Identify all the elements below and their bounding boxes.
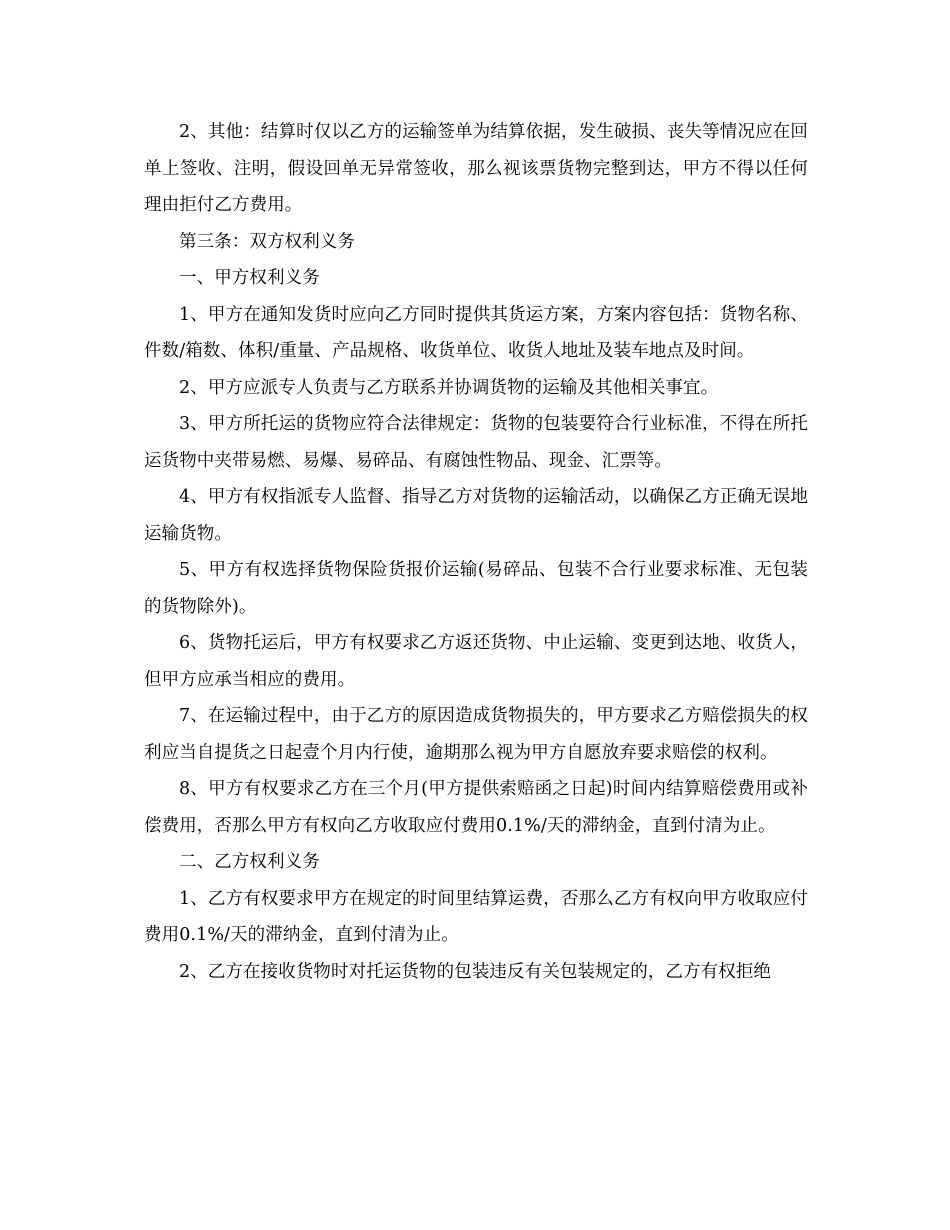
party-a-clause-5: 5、甲方有权选择货物保险货报价运输(易碎品、包装不合行业要求标准、无包装的货物除外)。 <box>144 560 808 617</box>
document-body <box>144 114 808 990</box>
party-a-clause-4: 4、甲方有权指派专人监督、指导乙方对货物的运输活动，以确保乙方正确无误地运输货物。 <box>144 487 808 544</box>
section-party-b-heading: 二、乙方权利义务 <box>179 852 320 872</box>
section-party-a-heading: 一、甲方权利义务 <box>179 268 320 288</box>
party-a-clause-8: 8、甲方有权要求乙方在三个月(甲方提供索赔函之日起)时间内结算赔偿费用或补偿费用，否那么甲方有权向乙方收取应付费用0.1%/天的滞纳金，直到付清为止。 <box>144 779 808 836</box>
party-a-clause-7: 7、在运输过程中，由于乙方的原因造成货物损失的，甲方要求乙方赔偿损失的权利应当自提货之日起壹个月内行使，逾期那么视为甲方自愿放弃要求赔偿的权利。 <box>144 706 808 763</box>
party-b-clause-2: 2、乙方在接收货物时对托运货物的包装违反有关包装规定的，乙方有权拒绝 <box>179 961 772 982</box>
party-a-clause-2: 2、甲方应派专人负责与乙方联系并协调货物的运输及其他相关事宜。 <box>179 377 719 398</box>
article-3-heading: 第三条：双方权利义务 <box>179 231 355 252</box>
paragraph-settlement-other: 2、其他：结算时仅以乙方的运输签单为结算依据，发生破损、丧失等情况应在回单上签收、注明，假设回单无异常签收，那么视该票货物完整到达，甲方不得以任何理由拒付乙方费用。 <box>144 122 808 215</box>
party-a-clause-6: 6、货物托运后，甲方有权要求乙方返还货物、中止运输、变更到达地、收货人，但甲方应承当相应的费用。 <box>144 633 808 690</box>
party-b-clause-1: 1、乙方有权要求甲方在规定的时间里结算运费，否那么乙方有权向甲方收取应付费用0.1%/天的滞纳金，直到付清为止。 <box>144 888 808 945</box>
party-a-clause-1: 1、甲方在通知发货时应向乙方同时提供其货运方案，方案内容包括：货物名称、件数/箱数、体积/重量、产品规格、收货单位、收货人地址及装车地点及时间。 <box>144 304 808 361</box>
party-a-clause-3: 3、甲方所托运的货物应符合法律规定：货物的包装要符合行业标准，不得在所托运货物中夹带易燃、易爆、易碎品、有腐蚀性物品、现金、汇票等。 <box>144 414 808 471</box>
